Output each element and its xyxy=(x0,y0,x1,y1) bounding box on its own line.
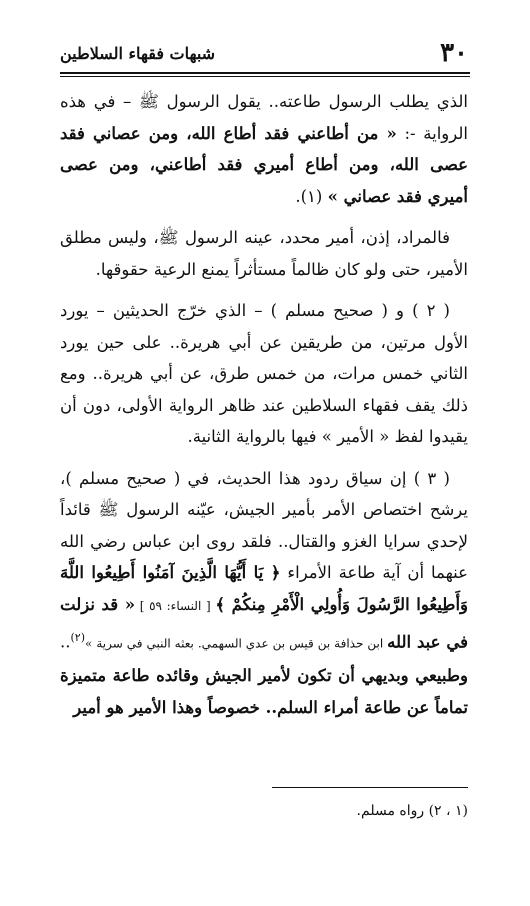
paragraph-3 xyxy=(60,295,468,453)
header-rule xyxy=(60,72,470,77)
text-span: فالمراد، إذن، أمير محدد، عينه الرسول ﷺ، وليس مطلق الأمير، حتى ولو كان ظالماً مستأثراً يمنع الرعية حقوقها. xyxy=(60,228,468,279)
paragraph-1 xyxy=(60,86,468,212)
paragraph-2 xyxy=(60,222,468,285)
bold-text-span: وطبيعي وبديهي أن تكون لأمير الجيش وقائده طاعة متميزة تماماً عن طاعة أمراء السلم.. خصوصاً وهذا الأمير هو أمير xyxy=(60,666,468,717)
running-title: شبهات فقهاء السلاطين xyxy=(60,43,216,63)
body-text xyxy=(60,86,468,733)
bold-text-span: « من أطاعني فقد أطاع الله، ومن عصاني فقد عصى الله، ومن أطاع أميري فقد أطاعني، ومن عصى أميري فقد عصاني » xyxy=(60,123,468,206)
page-number: ٣٠ xyxy=(440,38,468,68)
footnote: (١ ، ٢) رواه مسلم. xyxy=(356,803,468,819)
text-span: [ النساء: ٥٩ ] xyxy=(135,598,216,613)
text-span: (١). xyxy=(295,186,328,206)
paragraph-4 xyxy=(60,463,468,724)
bold-text-span: « قد نزلت في عبد الله xyxy=(60,594,468,652)
text-span: ابن حذافة بن قيس بن عدي السهمي. بعثه النبي في سرية » xyxy=(85,636,388,651)
footnote-rule xyxy=(272,787,468,788)
text-span: .. xyxy=(60,632,71,652)
bold-text-span: ﴿ يَا أَيُّهَا الَّذِينَ آمَنُوا أَطِيعُوا اللَّهَ وَأَطِيعُوا الرَّسُولَ وَأُولِي الْأَمْرِ مِنكُمْ ﴾ xyxy=(60,563,468,614)
text-span: (٢) xyxy=(70,631,86,644)
page-header xyxy=(60,36,468,70)
text-span: ( ٢ ) و ( صحيح مسلم ) – الذي خرّج الحديثين – يورد الأول مرتين، من طريقين عن أبي هريرة.. على حين يورد الثاني خمس مرات، من خمس طرق، عن أبي هريرة.. ومع ذلك يقف فقهاء السلاطين عند ظاهر الرواية الأولى، دون أن يقيدوا لفظ « الأمير » فيها بالرواية الثانية. xyxy=(60,301,468,446)
text-span: الذي يطلب الرسول طاعته.. يقول الرسول ﷺ – في هذه الرواية -: xyxy=(60,92,468,143)
text-span: ( ٣ ) إن سياق ردود هذا الحديث، في ( صحيح مسلم )، يرشح اختصاص الأمر بأمير الجيش، عيّنه الرسول ﷺ قائداً لإحدي سرايا الغزو والقتال.. فلقد روى ابن عباس رضي الله عنهما أن آية طاعة الأمراء xyxy=(60,468,468,582)
